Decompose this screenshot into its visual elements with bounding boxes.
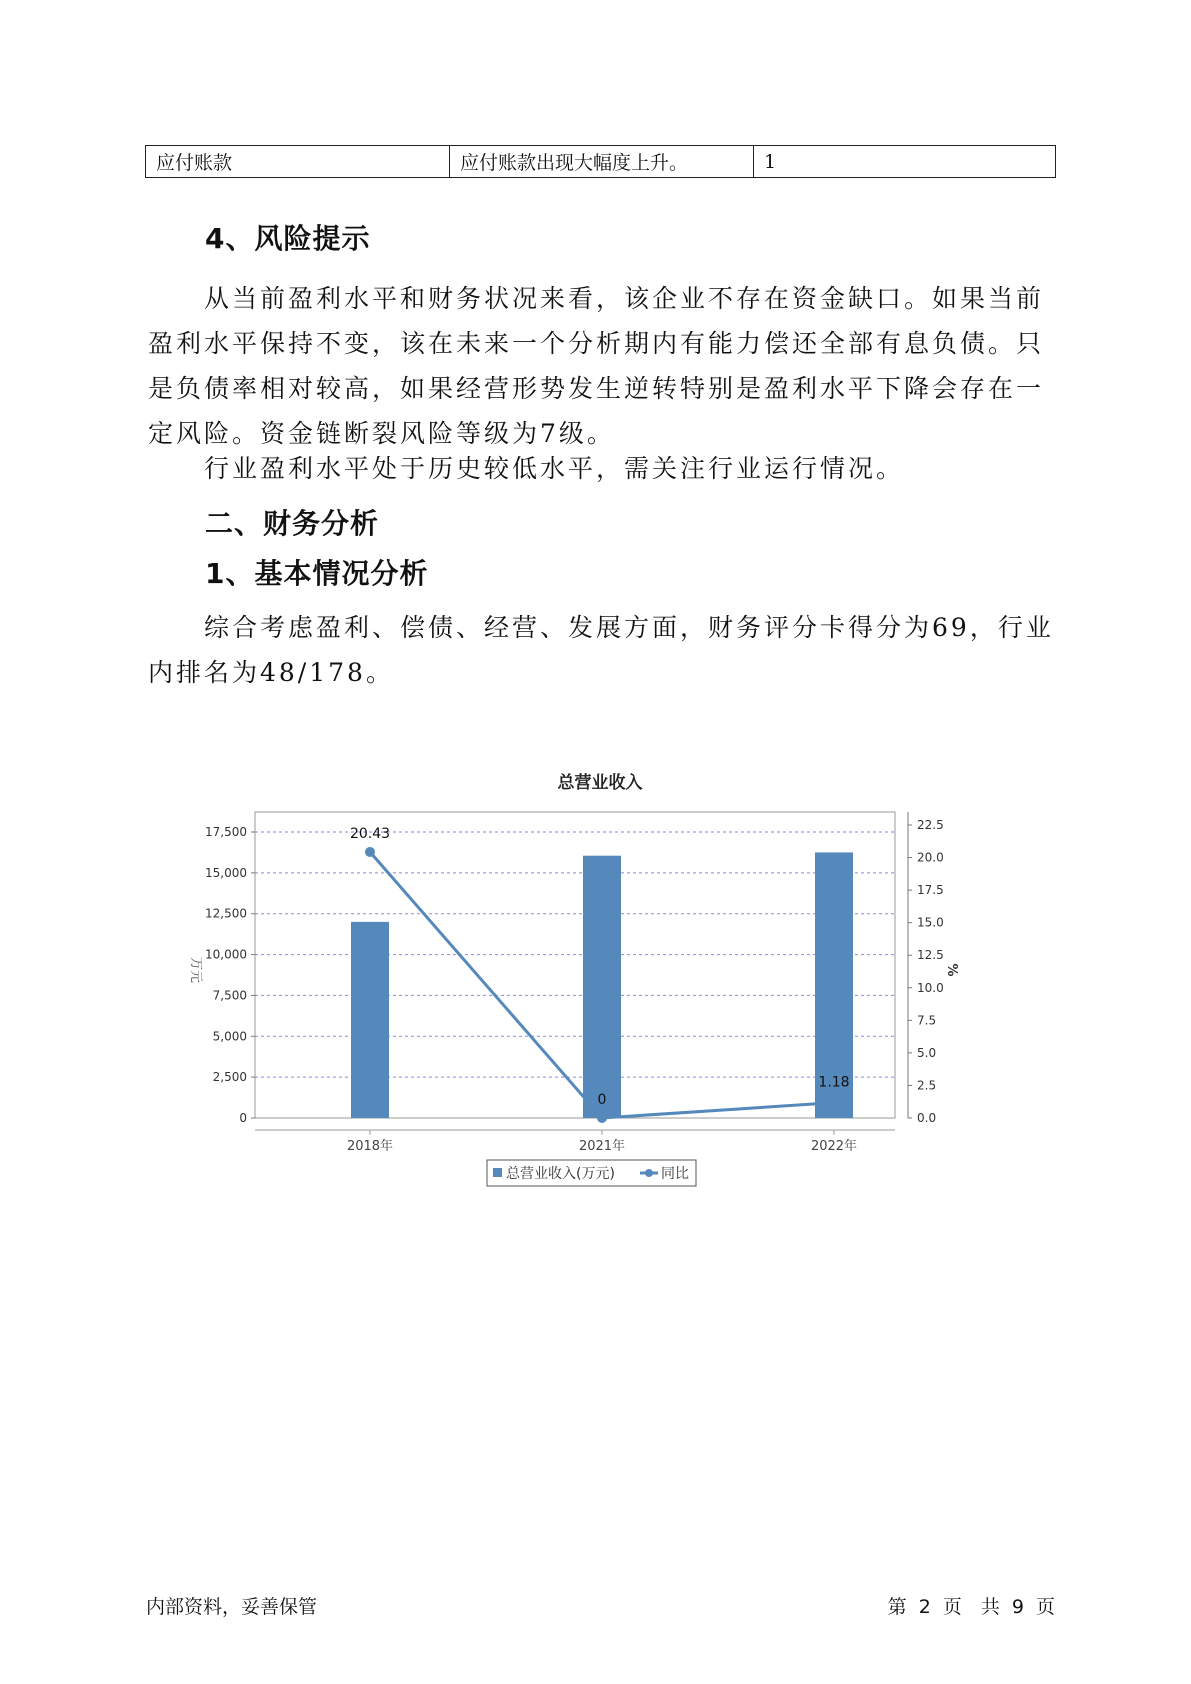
industry-paragraph: 行业盈利水平处于历史较低水平，需关注行业运行情况。 xyxy=(204,454,905,483)
legend-label-yoy: 同比 xyxy=(661,1166,689,1182)
score-paragraph: 综合考虑盈利、偿债、经营、发展方面，财务评分卡得分为69，行业内排名为48/178。 xyxy=(148,613,1054,687)
yoy-data-label: 1.18 xyxy=(818,1074,850,1091)
yoy-data-label: 0 xyxy=(597,1092,607,1108)
y2-tick-label: 7.5 xyxy=(917,1013,937,1028)
y2-tick-label: 20.0 xyxy=(917,850,944,865)
y-tick-label: 7,500 xyxy=(212,988,247,1003)
y-tick-label: 0 xyxy=(239,1111,247,1125)
footer-page-number: 第 2 页 共 9 页 xyxy=(887,1596,1055,1618)
y-tick-label: 15,000 xyxy=(205,865,247,880)
table-cell-level: 1 xyxy=(754,146,1056,178)
y-tick-label: 17,500 xyxy=(205,825,247,839)
revenue-chart xyxy=(170,760,1070,1230)
section-heading-risk: 4、风险提示 xyxy=(205,222,371,255)
y2-tick-label: 17.5 xyxy=(917,883,944,898)
y-tick-label: 10,000 xyxy=(205,947,247,962)
y2-tick-label: 22.5 xyxy=(917,818,944,832)
y2-tick-label: 15.0 xyxy=(917,915,944,930)
chart-legend xyxy=(487,1160,696,1186)
subsection-heading-basic: 1、基本情况分析 xyxy=(205,557,429,590)
x-tick-label: 2018年 xyxy=(346,1139,394,1154)
y2-tick-label: 2.5 xyxy=(917,1078,937,1093)
footer-confidential: 内部资料，妥善保管 xyxy=(146,1596,318,1618)
left-axis xyxy=(205,825,255,1125)
y-tick-label: 12,500 xyxy=(205,906,247,921)
risk-paragraph: 从当前盈利水平和财务状况来看，该企业不存在资金缺口。如果当前盈利水平保持不变，该在未来一个分析期内有能力偿还全部有息负债。只是负债率相对较高，如果经营形势发生逆转特别是盈利水平下降会存在一定风险。资金链断裂风险等级为7级。 xyxy=(148,284,1045,448)
y2-axis-label: % xyxy=(944,963,959,977)
revenue-bar xyxy=(583,856,621,1118)
bar-series xyxy=(351,852,853,1118)
revenue-bar xyxy=(351,922,389,1118)
table-cell-description: 应付账款出现大幅度上升。 xyxy=(450,146,754,178)
y2-tick-label: 5.0 xyxy=(917,1045,937,1060)
yoy-point xyxy=(597,1113,607,1123)
yoy-point xyxy=(365,847,375,857)
legend-swatch-bar xyxy=(493,1168,502,1177)
x-tick-label: 2022年 xyxy=(810,1139,858,1154)
y-axis-label: 万元 xyxy=(188,956,203,984)
y2-tick-label: 0.0 xyxy=(917,1111,937,1125)
y-tick-label: 2,500 xyxy=(212,1070,247,1085)
y2-tick-label: 12.5 xyxy=(917,948,944,963)
table-row xyxy=(146,146,1056,178)
chart-title: 总营业收入 xyxy=(557,773,643,793)
chart-svg xyxy=(170,760,1070,1230)
risk-table xyxy=(145,145,1056,178)
x-axis xyxy=(255,1130,895,1154)
x-tick-label: 2021年 xyxy=(578,1139,626,1154)
y2-tick-label: 10.0 xyxy=(917,980,944,995)
legend-swatch-point xyxy=(645,1169,653,1177)
right-axis xyxy=(908,812,944,1125)
yoy-point xyxy=(829,1098,839,1108)
table-cell-item: 应付账款 xyxy=(146,146,450,178)
y-tick-label: 5,000 xyxy=(212,1029,247,1044)
section-heading-financial: 二、财务分析 xyxy=(205,507,380,540)
legend-label-revenue: 总营业收入(万元) xyxy=(506,1166,615,1182)
yoy-data-label: 20.43 xyxy=(349,825,391,842)
